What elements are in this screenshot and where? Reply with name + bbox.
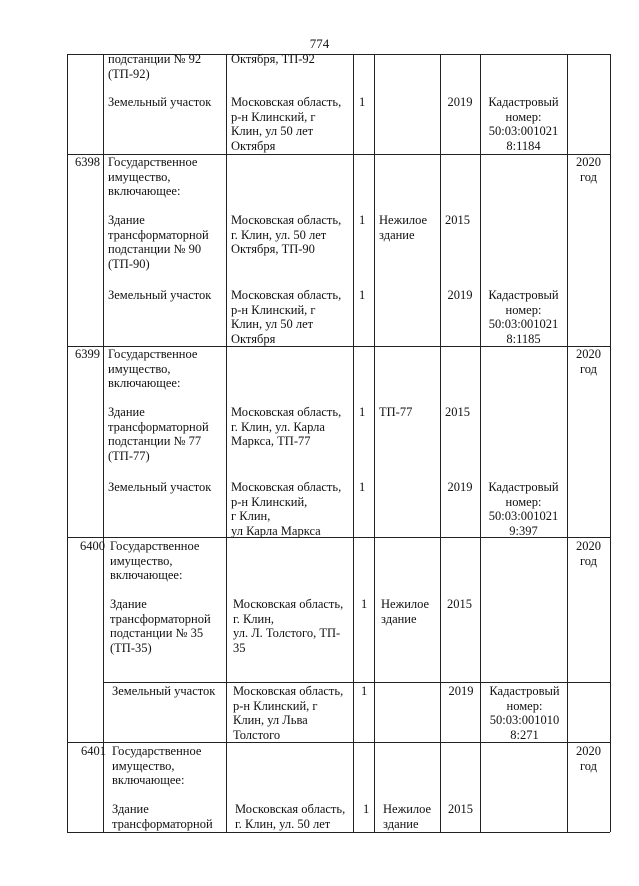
type-cell: Нежилое здание — [383, 802, 432, 831]
record-header: Государственное имущество, включающее: — [108, 347, 198, 390]
year-cell: 2019 — [447, 480, 473, 494]
row-divider — [67, 832, 610, 833]
year-cell: 2019 — [447, 288, 473, 302]
object-name-cell: Земельный участок — [108, 95, 212, 109]
year-cell: 2019 — [448, 684, 474, 698]
quantity-cell: 1 — [361, 597, 368, 611]
record-number: 6399 — [75, 347, 100, 361]
note-cell: Кадастровый номер: 50:03:001021 8:1185 — [488, 288, 559, 346]
type-cell: Нежилое здание — [379, 213, 428, 242]
address-cell: Московская область, г. Клин, ул. Л. Толстого, ТП- 35 — [233, 597, 344, 655]
address-cell: Московская область, г. Клин, ул. 50 лет Октября, ТП-90 — [231, 213, 342, 256]
column-divider — [480, 54, 481, 832]
period-cell: 2020 год — [576, 347, 601, 376]
object-name-cell: Здание трансформаторной подстанции № 77 (ТП-77) — [108, 405, 209, 463]
column-divider — [374, 54, 375, 832]
object-name-cell: Здание трансформаторной подстанции № 90 (ТП-90) — [108, 213, 209, 271]
object-name-cell: Земельный участок — [112, 684, 216, 698]
column-divider — [226, 54, 227, 832]
address-cell: Московская область, р-н Клинский, г Клин, ул 50 лет Октября — [231, 288, 342, 346]
table-border-left — [67, 54, 68, 832]
period-cell: 2020 год — [576, 155, 601, 184]
quantity-cell: 1 — [361, 684, 368, 698]
quantity-cell: 1 — [363, 802, 370, 816]
address-cell: Октября, ТП-92 — [231, 52, 315, 66]
record-number: 6401 — [81, 744, 106, 758]
address-cell: Московская область, р-н Клинский, г Клин, ул 50 лет Октября — [231, 95, 342, 153]
period-cell: 2020 год — [576, 744, 601, 773]
record-number: 6398 — [75, 155, 100, 169]
address-cell: Московская область, р-н Клинский, г Клин, ул Льва Толстого — [233, 684, 344, 742]
quantity-cell: 1 — [359, 95, 366, 109]
quantity-cell: 1 — [359, 213, 366, 227]
column-divider — [353, 54, 354, 832]
record-number: 6400 — [80, 539, 105, 553]
address-cell: Московская область, р-н Клинский, г Клин, ул Карла Маркса — [231, 480, 342, 538]
quantity-cell: 1 — [359, 288, 366, 302]
period-cell: 2020 год — [576, 539, 601, 568]
object-name-cell: Здание трансформаторной подстанции № 35 (ТП-35) — [110, 597, 211, 655]
page-number: 774 — [309, 36, 330, 51]
note-cell: Кадастровый номер: 50:03:001021 9:397 — [488, 480, 559, 538]
type-cell: Нежилое здание — [381, 597, 430, 626]
year-cell: 2019 — [447, 95, 473, 109]
address-cell: Московская область, г. Клин, ул. Карла Маркса, ТП-77 — [231, 405, 342, 448]
object-name-cell: Здание трансформаторной — [112, 802, 213, 831]
table-border-right — [610, 54, 611, 832]
column-divider — [103, 54, 104, 832]
row-divider — [67, 742, 610, 743]
quantity-cell: 1 — [359, 480, 366, 494]
object-name-cell: Земельный участок — [108, 288, 212, 302]
note-cell: Кадастровый номер: 50:03:001010 8:271 — [489, 684, 560, 742]
object-name-cell: Земельный участок — [108, 480, 212, 494]
year-cell: 2015 — [445, 213, 470, 227]
column-divider — [440, 54, 441, 832]
address-cell: Московская область, г. Клин, ул. 50 лет — [235, 802, 346, 831]
year-cell: 2015 — [445, 405, 470, 419]
row-divider — [103, 682, 610, 683]
record-header: Государственное имущество, включающее: — [108, 155, 198, 198]
quantity-cell: 1 — [359, 405, 366, 419]
object-name-cell: подстанции № 92 (ТП-92) — [108, 52, 202, 81]
record-header: Государственное имущество, включающее: — [110, 539, 200, 582]
note-cell: Кадастровый номер: 50:03:001021 8:1184 — [488, 95, 559, 153]
type-cell: ТП-77 — [379, 405, 413, 419]
year-cell: 2015 — [447, 597, 472, 611]
year-cell: 2015 — [448, 802, 473, 816]
record-header: Государственное имущество, включающее: — [112, 744, 202, 787]
